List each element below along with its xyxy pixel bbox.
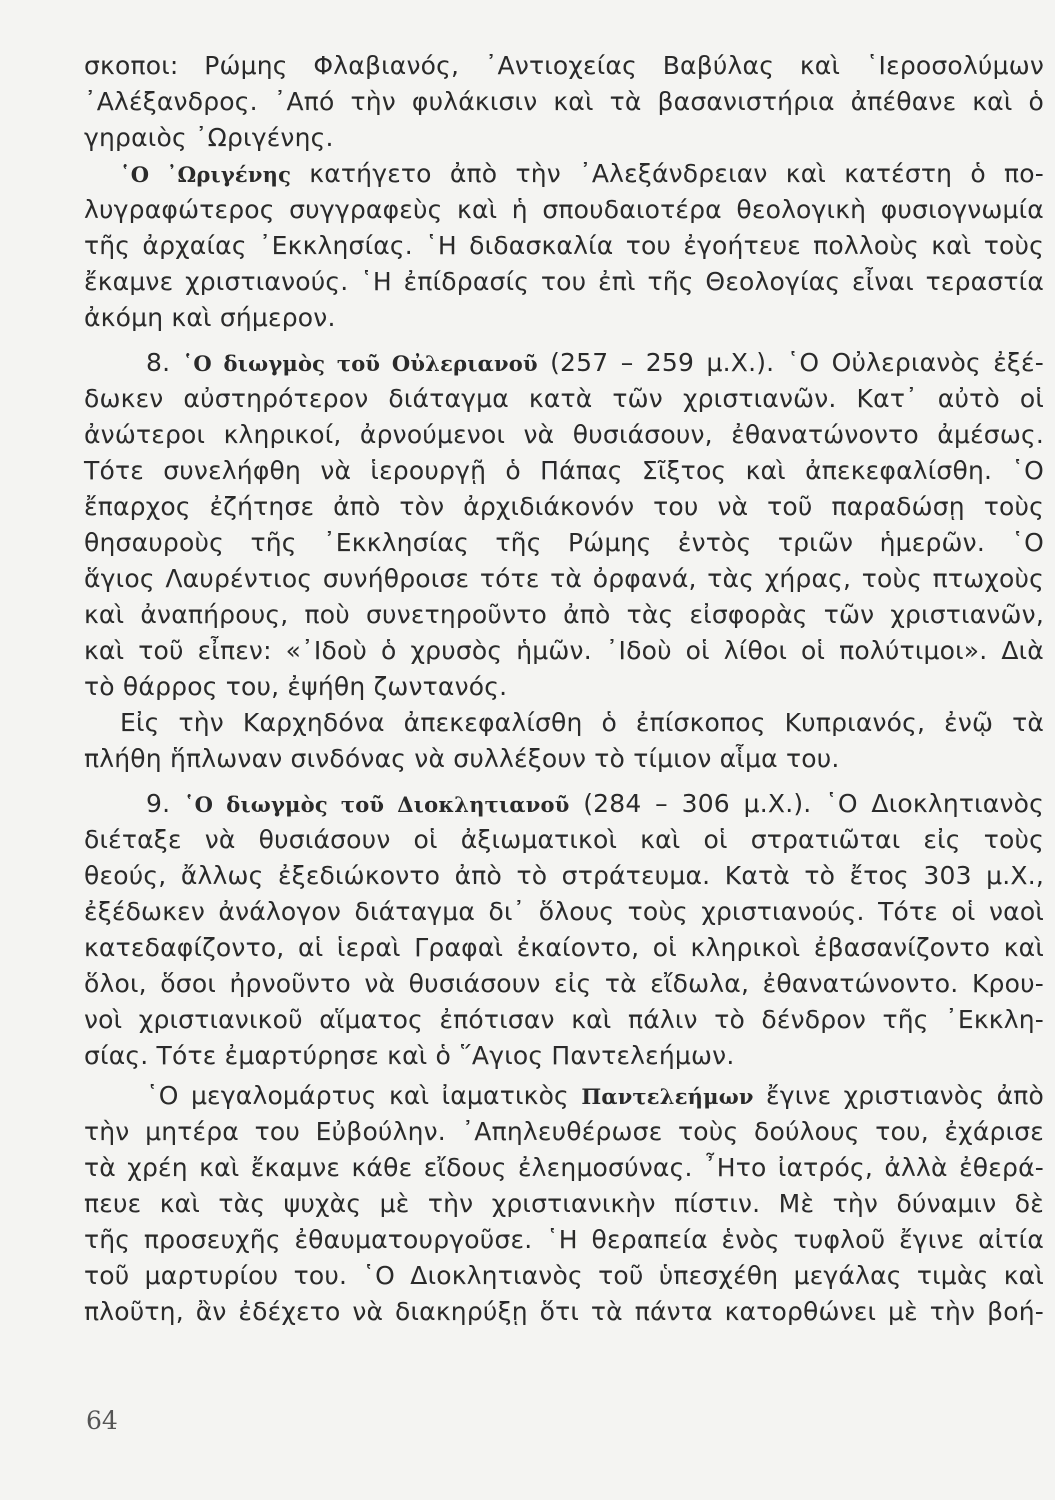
text-line: ἔκαμνε χριστιανούς. ῾Η ἐπίδρασίς του ἐπὶ τῆς Θεολογίας εἶναι τεραστία (84, 267, 1044, 296)
text-line: γηραιὸς ᾽Ωριγένης. (84, 123, 334, 152)
line-text: (257 – 259 μ.Χ.). ῾Ο Οὐλεριανὸς ἐξέ- (537, 348, 1044, 377)
bold-heading-diocletian: ῾Ο διωγμὸς τοῦ Διοκλητιανοῦ (183, 792, 570, 817)
text-line: τοῦ μαρτυρίου του. ῾Ο Διοκλητιανὸς τοῦ ὑπεσχέθη μεγάλας τιμὰς καὶ (84, 1261, 1044, 1290)
text-line: τὰ χρέη καὶ ἔκαμνε κάθε εἴδους ἐλεημοσύνας. ῏Ητο ἰατρός, ἀλλὰ ἐθερά- (84, 1153, 1044, 1182)
text-line: πλοῦτη, ἂν ἐδέχετο νὰ διακηρύξῃ ὅτι τὰ πάντα κατορθώνει μὲ τὴν βοή- (84, 1297, 1044, 1326)
text-line: ἐξέδωκεν ἀνάλογον διάταγμα δι᾽ ὅλους τοὺς χριστιανούς. Τότε οἱ ναοὶ (84, 897, 1044, 926)
text-line: πευε καὶ τὰς ψυχὰς μὲ τὴν χριστιανικὴν πίστιν. Μὲ τὴν δύναμιν δὲ (84, 1189, 1044, 1218)
text-line: Τότε συνελήφθη νὰ ἱερουργῇ ὁ Πάπας Σῖξτος καὶ ἀπεκεφαλίσθη. ῾Ο (84, 456, 1044, 485)
text-line: λυγραφώτερος συγγραφεὺς καὶ ἡ σπουδαιοτέρα θεολογικὴ φυσιογνωμία (84, 195, 1044, 224)
line-text: κατήγετο ἀπὸ τὴν ᾽Αλεξάνδρειαν καὶ κατέστη ὁ πο- (291, 159, 1044, 188)
line-text: ἔγινε χριστιανὸς ἀπὸ (753, 1081, 1044, 1110)
page-number: 64 (86, 1406, 118, 1435)
bold-heading-valerian: ῾Ο διωγμὸς τοῦ Οὐλεριανοῦ (182, 351, 538, 376)
text-line: ἀνώτεροι κληρικοί, ἀρνούμενοι νὰ θυσιάσουν, ἐθανατώνοντο ἀμέσως. (84, 420, 1044, 449)
text-line: διέταξε νὰ θυσιάσουν οἱ ἀξιωματικοὶ καὶ οἱ στρατιῶται εἰς τοὺς (84, 825, 1044, 854)
text-line: τὴν μητέρα του Εὐβούλην. ᾽Απηλευθέρωσε τοὺς δούλους του, ἐχάρισε (84, 1117, 1044, 1146)
bold-heading-panteleimon: Παντελεήμων (581, 1084, 754, 1109)
text-line: θεούς, ἄλλως ἐξεδιώκοντο ἀπὸ τὸ στράτευμα. Κατὰ τὸ ἔτος 303 μ.Χ., (84, 861, 1044, 890)
text-line: σκοποι: Ρώμης Φλαβιανός, ᾽Αντιοχείας Βαβύλας καὶ ῾Ιεροσολύμων (84, 51, 1044, 80)
text-line: ἔπαρχος ἐζήτησε ἀπὸ τὸν ἀρχιδιάκονόν του νὰ τοῦ παραδώσῃ τοὺς (84, 492, 1044, 521)
bold-heading-origen: ῾Ο ᾽Ωριγένης (120, 162, 292, 187)
text-line: τῆς προσευχῆς ἐθαυματουργοῦσε. ῾Η θεραπεία ἑνὸς τυφλοῦ ἔγινε αἰτία (84, 1225, 1044, 1254)
section-number: 8. (146, 348, 183, 377)
text-line: πλήθη ἥπλωναν σινδόνας νὰ συλλέξουν τὸ τίμιον αἷμα του. (84, 744, 840, 773)
text-line (84, 156, 1044, 192)
text-line (84, 1078, 1044, 1114)
text-line: νοὶ χριστιανικοῦ αἵματος ἐπότισαν καὶ πάλιν τὸ δένδρον τῆς ᾽Εκκλη- (84, 1005, 1044, 1034)
body-text (84, 48, 1044, 1330)
text-line: ὅλοι, ὅσοι ἠρνοῦντο νὰ θυσιάσουν εἰς τὰ εἴδωλα, ἐθανατώνοντο. Κρου- (84, 969, 1044, 998)
text-line: ἅγιος Λαυρέντιος συνήθροισε τότε τὰ ὀρφανά, τὰς χήρας, τοὺς πτωχοὺς (84, 564, 1044, 593)
text-line: θησαυροὺς τῆς ᾽Εκκλησίας τῆς Ρώμης ἐντὸς τριῶν ἡμερῶν. ῾Ο (84, 528, 1044, 557)
text-line: δωκεν αὐστηρότερον διάταγμα κατὰ τῶν χριστιανῶν. Κατ᾽ αὐτὸ οἱ (84, 384, 1044, 413)
text-line: τὸ θάρρος του, ἐψήθη ζωντανός. (84, 672, 508, 701)
section-number: 9. (146, 789, 184, 818)
text-line: σίας. Τότε ἐμαρτύρησε καὶ ὁ ῞Αγιος Παντελεήμων. (84, 1041, 735, 1070)
text-line: καὶ τοῦ εἶπεν: «᾽Ιδοὺ ὁ χρυσὸς ἡμῶν. ᾽Ιδοὺ οἱ λίθοι οἱ πολύτιμοι». Διὰ (84, 636, 1044, 665)
text-line: καὶ ἀναπήρους, ποὺ συνετηροῦντο ἀπὸ τὰς εἰσφορὰς τῶν χριστιανῶν, (84, 600, 1044, 629)
text-line: ᾽Αλέξανδρος. ᾽Από τὴν φυλάκισιν καὶ τὰ βασανιστήρια ἀπέθανε καὶ ὁ (84, 87, 1044, 116)
line-text: ῾Ο μεγαλομάρτυς καὶ ἰαματικὸς (146, 1081, 582, 1110)
section-heading-8 (84, 345, 1044, 381)
text-line: Εἰς τὴν Καρχηδόνα ἀπεκεφαλίσθη ὁ ἐπίσκοπος Κυπριανός, ἐνῷ τὰ (120, 708, 1044, 737)
section-heading-9 (84, 786, 1044, 822)
text-line: κατεδαφίζοντο, αἱ ἱεραὶ Γραφαὶ ἐκαίοντο, οἱ κληρικοὶ ἐβασανίζοντο καὶ (84, 933, 1044, 962)
text-line: τῆς ἀρχαίας ᾽Εκκλησίας. ῾Η διδασκαλία του ἐγοήτευε πολλοὺς καὶ τοὺς (84, 231, 1044, 260)
text-line: ἀκόμη καὶ σήμερον. (84, 303, 336, 332)
line-text: (284 – 306 μ.Χ.). ῾Ο Διοκλητιανὸς (569, 789, 1044, 818)
